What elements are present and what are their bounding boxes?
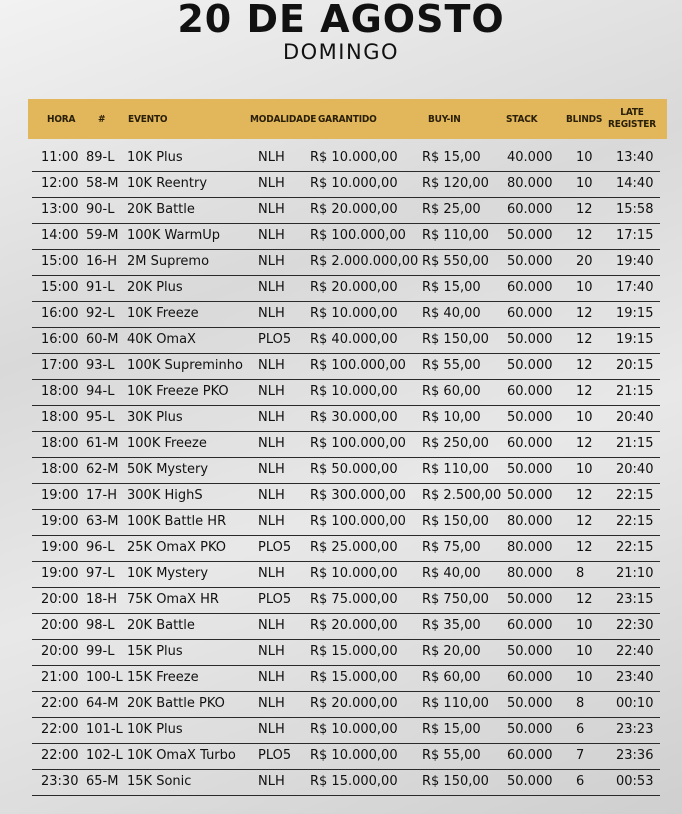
cell-evento: 75K OmaX HR [127, 592, 219, 607]
cell-buyin: R$ 25,00 [422, 202, 481, 217]
cell-buyin: R$ 120,00 [422, 176, 489, 191]
cell-num: 17-H [86, 488, 118, 503]
cell-late: 23:40 [616, 670, 654, 685]
cell-num: 98-L [86, 618, 115, 633]
cell-num: 96-L [86, 540, 115, 555]
cell-garantido: R$ 100.000,00 [310, 514, 406, 529]
cell-late: 00:10 [616, 696, 654, 711]
cell-late: 22:15 [616, 488, 654, 503]
cell-blinds: 12 [576, 358, 593, 373]
cell-blinds: 7 [576, 748, 585, 763]
cell-evento: 20K Battle [127, 202, 195, 217]
cell-modalidade: NLH [258, 384, 285, 399]
cell-late: 21:15 [616, 436, 654, 451]
cell-hora: 15:00 [41, 280, 79, 295]
col-hora: HORA [47, 113, 76, 125]
cell-stack: 50.000 [507, 410, 553, 425]
cell-num: 97-L [86, 566, 115, 581]
table-row [32, 406, 660, 432]
cell-blinds: 10 [576, 410, 593, 425]
table-row [32, 718, 660, 744]
cell-modalidade: NLH [258, 228, 285, 243]
cell-blinds: 6 [576, 722, 585, 737]
cell-stack: 50.000 [507, 644, 553, 659]
cell-hora: 21:00 [41, 670, 79, 685]
cell-buyin: R$ 35,00 [422, 618, 481, 633]
cell-stack: 60.000 [507, 618, 553, 633]
tournament-table [32, 146, 660, 796]
table-row [32, 276, 660, 302]
cell-evento: 300K HighS [127, 488, 203, 503]
cell-blinds: 10 [576, 462, 593, 477]
cell-late: 22:30 [616, 618, 654, 633]
cell-blinds: 12 [576, 488, 593, 503]
table-row [32, 744, 660, 770]
cell-hora: 18:00 [41, 436, 79, 451]
cell-stack: 80.000 [507, 566, 553, 581]
cell-garantido: R$ 100.000,00 [310, 228, 406, 243]
cell-late: 21:15 [616, 384, 654, 399]
cell-garantido: R$ 25.000,00 [310, 540, 398, 555]
cell-late: 19:15 [616, 306, 654, 321]
cell-modalidade: NLH [258, 436, 285, 451]
cell-hora: 22:00 [41, 722, 79, 737]
page-subtitle: DOMINGO [282, 40, 400, 64]
cell-late: 22:15 [616, 540, 654, 555]
cell-modalidade: NLH [258, 514, 285, 529]
cell-blinds: 10 [576, 150, 593, 165]
cell-blinds: 12 [576, 592, 593, 607]
cell-garantido: R$ 50.000,00 [310, 462, 398, 477]
cell-num: 91-L [86, 280, 115, 295]
cell-hora: 19:00 [41, 540, 79, 555]
cell-stack: 80.000 [507, 540, 553, 555]
cell-buyin: R$ 60,00 [422, 384, 481, 399]
cell-hora: 12:00 [41, 176, 79, 191]
cell-modalidade: NLH [258, 280, 285, 295]
cell-buyin: R$ 750,00 [422, 592, 489, 607]
cell-evento: 10K Reentry [127, 176, 208, 191]
cell-modalidade: NLH [258, 722, 285, 737]
table-row [32, 198, 660, 224]
cell-stack: 60.000 [507, 748, 553, 763]
cell-modalidade: NLH [258, 462, 285, 477]
col-late-line1: LATE [620, 107, 644, 118]
cell-evento: 100K Supreminho [127, 358, 243, 373]
cell-num: 16-H [86, 254, 118, 269]
cell-evento: 100K WarmUp [127, 228, 221, 243]
cell-hora: 13:00 [41, 202, 79, 217]
cell-buyin: R$ 150,00 [422, 332, 489, 347]
table-row [32, 224, 660, 250]
cell-evento: 15K Freeze [127, 670, 199, 685]
table-row [32, 302, 660, 328]
cell-modalidade: PLO5 [258, 540, 292, 555]
cell-num: 61-M [86, 436, 119, 451]
cell-blinds: 12 [576, 540, 593, 555]
table-row [32, 146, 660, 172]
cell-blinds: 12 [576, 306, 593, 321]
cell-buyin: R$ 110,00 [422, 462, 489, 477]
cell-buyin: R$ 110,00 [422, 696, 489, 711]
col-modalidade: MODALIDADE [250, 113, 317, 125]
cell-blinds: 10 [576, 176, 593, 191]
cell-num: 89-L [86, 150, 115, 165]
cell-buyin: R$ 55,00 [422, 748, 481, 763]
cell-blinds: 20 [576, 254, 593, 269]
cell-late: 17:40 [616, 280, 654, 295]
cell-late: 21:10 [616, 566, 654, 581]
cell-garantido: R$ 10.000,00 [310, 176, 398, 191]
cell-stack: 60.000 [507, 280, 553, 295]
cell-stack: 50.000 [507, 774, 553, 789]
cell-blinds: 8 [576, 696, 585, 711]
cell-garantido: R$ 2.000.000,00 [310, 254, 419, 269]
table-row [32, 510, 660, 536]
cell-evento: 15K Sonic [127, 774, 192, 789]
cell-modalidade: NLH [258, 774, 285, 789]
cell-hora: 19:00 [41, 488, 79, 503]
col-num: # [98, 113, 106, 125]
cell-blinds: 12 [576, 228, 593, 243]
cell-hora: 18:00 [41, 462, 79, 477]
table-row [32, 354, 660, 380]
cell-garantido: R$ 10.000,00 [310, 722, 398, 737]
cell-garantido: R$ 100.000,00 [310, 358, 406, 373]
cell-late: 19:40 [616, 254, 654, 269]
cell-hora: 23:30 [41, 774, 79, 789]
table-row [32, 250, 660, 276]
cell-num: 62-M [86, 462, 119, 477]
cell-stack: 50.000 [507, 592, 553, 607]
table-row [32, 692, 660, 718]
cell-stack: 50.000 [507, 462, 553, 477]
cell-garantido: R$ 10.000,00 [310, 384, 398, 399]
table-row [32, 536, 660, 562]
cell-modalidade: NLH [258, 670, 285, 685]
cell-evento: 20K Battle PKO [127, 696, 225, 711]
cell-buyin: R$ 15,00 [422, 150, 481, 165]
col-late-register [610, 99, 654, 139]
cell-stack: 50.000 [507, 332, 553, 347]
cell-modalidade: NLH [258, 176, 285, 191]
cell-evento: 10K Mystery [127, 566, 209, 581]
table-row [32, 666, 660, 692]
cell-buyin: R$ 250,00 [422, 436, 489, 451]
cell-blinds: 10 [576, 618, 593, 633]
cell-num: 93-L [86, 358, 115, 373]
cell-garantido: R$ 10.000,00 [310, 306, 398, 321]
cell-blinds: 12 [576, 332, 593, 347]
cell-garantido: R$ 10.000,00 [310, 748, 398, 763]
cell-blinds: 10 [576, 644, 593, 659]
cell-garantido: R$ 40.000,00 [310, 332, 398, 347]
cell-modalidade: NLH [258, 696, 285, 711]
cell-hora: 20:00 [41, 592, 79, 607]
cell-evento: 50K Mystery [127, 462, 209, 477]
cell-late: 20:40 [616, 462, 654, 477]
cell-stack: 50.000 [507, 722, 553, 737]
cell-hora: 18:00 [41, 410, 79, 425]
cell-late: 00:53 [616, 774, 654, 789]
cell-blinds: 12 [576, 514, 593, 529]
cell-evento: 10K OmaX Turbo [127, 748, 236, 763]
cell-stack: 50.000 [507, 228, 553, 243]
cell-modalidade: PLO5 [258, 592, 292, 607]
cell-evento: 100K Battle HR [127, 514, 227, 529]
cell-blinds: 8 [576, 566, 585, 581]
cell-buyin: R$ 60,00 [422, 670, 481, 685]
cell-stack: 50.000 [507, 488, 553, 503]
cell-num: 101-L [86, 722, 123, 737]
cell-hora: 15:00 [41, 254, 79, 269]
cell-blinds: 12 [576, 202, 593, 217]
cell-garantido: R$ 100.000,00 [310, 436, 406, 451]
cell-late: 22:15 [616, 514, 654, 529]
cell-garantido: R$ 20.000,00 [310, 618, 398, 633]
cell-late: 22:40 [616, 644, 654, 659]
cell-hora: 19:00 [41, 514, 79, 529]
cell-modalidade: NLH [258, 202, 285, 217]
cell-buyin: R$ 15,00 [422, 280, 481, 295]
cell-late: 20:40 [616, 410, 654, 425]
cell-garantido: R$ 20.000,00 [310, 696, 398, 711]
cell-num: 63-M [86, 514, 119, 529]
cell-blinds: 12 [576, 384, 593, 399]
cell-modalidade: NLH [258, 150, 285, 165]
cell-modalidade: NLH [258, 358, 285, 373]
cell-hora: 17:00 [41, 358, 79, 373]
col-evento: EVENTO [128, 113, 168, 125]
cell-buyin: R$ 2.500,00 [422, 488, 502, 503]
cell-hora: 18:00 [41, 384, 79, 399]
cell-evento: 10K Plus [127, 722, 183, 737]
cell-hora: 22:00 [41, 748, 79, 763]
col-buyin: BUY-IN [428, 113, 461, 125]
table-row [32, 172, 660, 198]
cell-modalidade: NLH [258, 618, 285, 633]
cell-modalidade: NLH [258, 254, 285, 269]
cell-modalidade: NLH [258, 410, 285, 425]
cell-evento: 15K Plus [127, 644, 183, 659]
cell-stack: 60.000 [507, 384, 553, 399]
cell-evento: 20K Plus [127, 280, 183, 295]
cell-modalidade: NLH [258, 566, 285, 581]
cell-garantido: R$ 10.000,00 [310, 566, 398, 581]
cell-blinds: 10 [576, 280, 593, 295]
cell-late: 13:40 [616, 150, 654, 165]
table-row [32, 562, 660, 588]
cell-stack: 60.000 [507, 670, 553, 685]
cell-stack: 80.000 [507, 176, 553, 191]
cell-garantido: R$ 300.000,00 [310, 488, 406, 503]
cell-num: 94-L [86, 384, 115, 399]
table-row [32, 484, 660, 510]
cell-garantido: R$ 10.000,00 [310, 150, 398, 165]
cell-hora: 16:00 [41, 332, 79, 347]
cell-late: 14:40 [616, 176, 654, 191]
table-row [32, 614, 660, 640]
cell-buyin: R$ 15,00 [422, 722, 481, 737]
table-row [32, 770, 660, 796]
cell-garantido: R$ 20.000,00 [310, 280, 398, 295]
cell-garantido: R$ 15.000,00 [310, 774, 398, 789]
table-row [32, 458, 660, 484]
cell-stack: 50.000 [507, 696, 553, 711]
cell-modalidade: NLH [258, 488, 285, 503]
cell-num: 92-L [86, 306, 115, 321]
cell-num: 60-M [86, 332, 119, 347]
cell-buyin: R$ 55,00 [422, 358, 481, 373]
cell-stack: 60.000 [507, 202, 553, 217]
col-late-line2: REGISTER [608, 119, 656, 130]
cell-modalidade: PLO5 [258, 748, 292, 763]
cell-modalidade: NLH [258, 644, 285, 659]
cell-evento: 10K Freeze PKO [127, 384, 229, 399]
cell-garantido: R$ 30.000,00 [310, 410, 398, 425]
col-stack: STACK [506, 113, 538, 125]
cell-evento: 2M Supremo [127, 254, 210, 269]
cell-late: 23:23 [616, 722, 654, 737]
cell-num: 90-L [86, 202, 115, 217]
cell-hora: 19:00 [41, 566, 79, 581]
cell-buyin: R$ 550,00 [422, 254, 489, 269]
cell-late: 17:15 [616, 228, 654, 243]
cell-stack: 60.000 [507, 436, 553, 451]
cell-blinds: 12 [576, 436, 593, 451]
col-blinds: BLINDS [566, 113, 603, 125]
table-row [32, 588, 660, 614]
cell-buyin: R$ 110,00 [422, 228, 489, 243]
cell-evento: 25K OmaX PKO [127, 540, 226, 555]
cell-stack: 50.000 [507, 358, 553, 373]
cell-evento: 10K Freeze [127, 306, 199, 321]
cell-hora: 11:00 [41, 150, 79, 165]
cell-buyin: R$ 40,00 [422, 566, 481, 581]
cell-evento: 10K Plus [127, 150, 183, 165]
cell-late: 23:15 [616, 592, 654, 607]
table-row [32, 432, 660, 458]
cell-num: 64-M [86, 696, 119, 711]
cell-stack: 60.000 [507, 306, 553, 321]
cell-num: 58-M [86, 176, 119, 191]
page-title: 20 DE AGOSTO [177, 0, 505, 41]
cell-stack: 40.000 [507, 150, 553, 165]
cell-buyin: R$ 20,00 [422, 644, 481, 659]
cell-evento: 30K Plus [127, 410, 183, 425]
cell-buyin: R$ 40,00 [422, 306, 481, 321]
cell-buyin: R$ 10,00 [422, 410, 481, 425]
cell-evento: 20K Battle [127, 618, 195, 633]
cell-num: 102-L [86, 748, 123, 763]
cell-evento: 40K OmaX [127, 332, 196, 347]
cell-blinds: 6 [576, 774, 585, 789]
cell-num: 65-M [86, 774, 119, 789]
cell-modalidade: NLH [258, 306, 285, 321]
cell-hora: 20:00 [41, 618, 79, 633]
cell-late: 20:15 [616, 358, 654, 373]
table-header [28, 99, 667, 139]
cell-num: 99-L [86, 644, 115, 659]
table-row [32, 328, 660, 354]
cell-stack: 80.000 [507, 514, 553, 529]
cell-garantido: R$ 75.000,00 [310, 592, 398, 607]
cell-late: 19:15 [616, 332, 654, 347]
cell-num: 59-M [86, 228, 119, 243]
cell-evento: 100K Freeze [127, 436, 207, 451]
cell-blinds: 10 [576, 670, 593, 685]
cell-buyin: R$ 75,00 [422, 540, 481, 555]
cell-garantido: R$ 20.000,00 [310, 202, 398, 217]
cell-garantido: R$ 15.000,00 [310, 670, 398, 685]
table-row [32, 640, 660, 666]
cell-buyin: R$ 150,00 [422, 514, 489, 529]
cell-buyin: R$ 150,00 [422, 774, 489, 789]
cell-num: 100-L [86, 670, 123, 685]
cell-modalidade: PLO5 [258, 332, 292, 347]
cell-garantido: R$ 15.000,00 [310, 644, 398, 659]
col-garantido: GARANTIDO [318, 113, 377, 125]
cell-stack: 50.000 [507, 254, 553, 269]
cell-hora: 20:00 [41, 644, 79, 659]
cell-late: 23:36 [616, 748, 654, 763]
cell-hora: 16:00 [41, 306, 79, 321]
cell-num: 18-H [86, 592, 118, 607]
table-row [32, 380, 660, 406]
cell-late: 15:58 [616, 202, 654, 217]
cell-hora: 22:00 [41, 696, 79, 711]
cell-num: 95-L [86, 410, 115, 425]
cell-hora: 14:00 [41, 228, 79, 243]
